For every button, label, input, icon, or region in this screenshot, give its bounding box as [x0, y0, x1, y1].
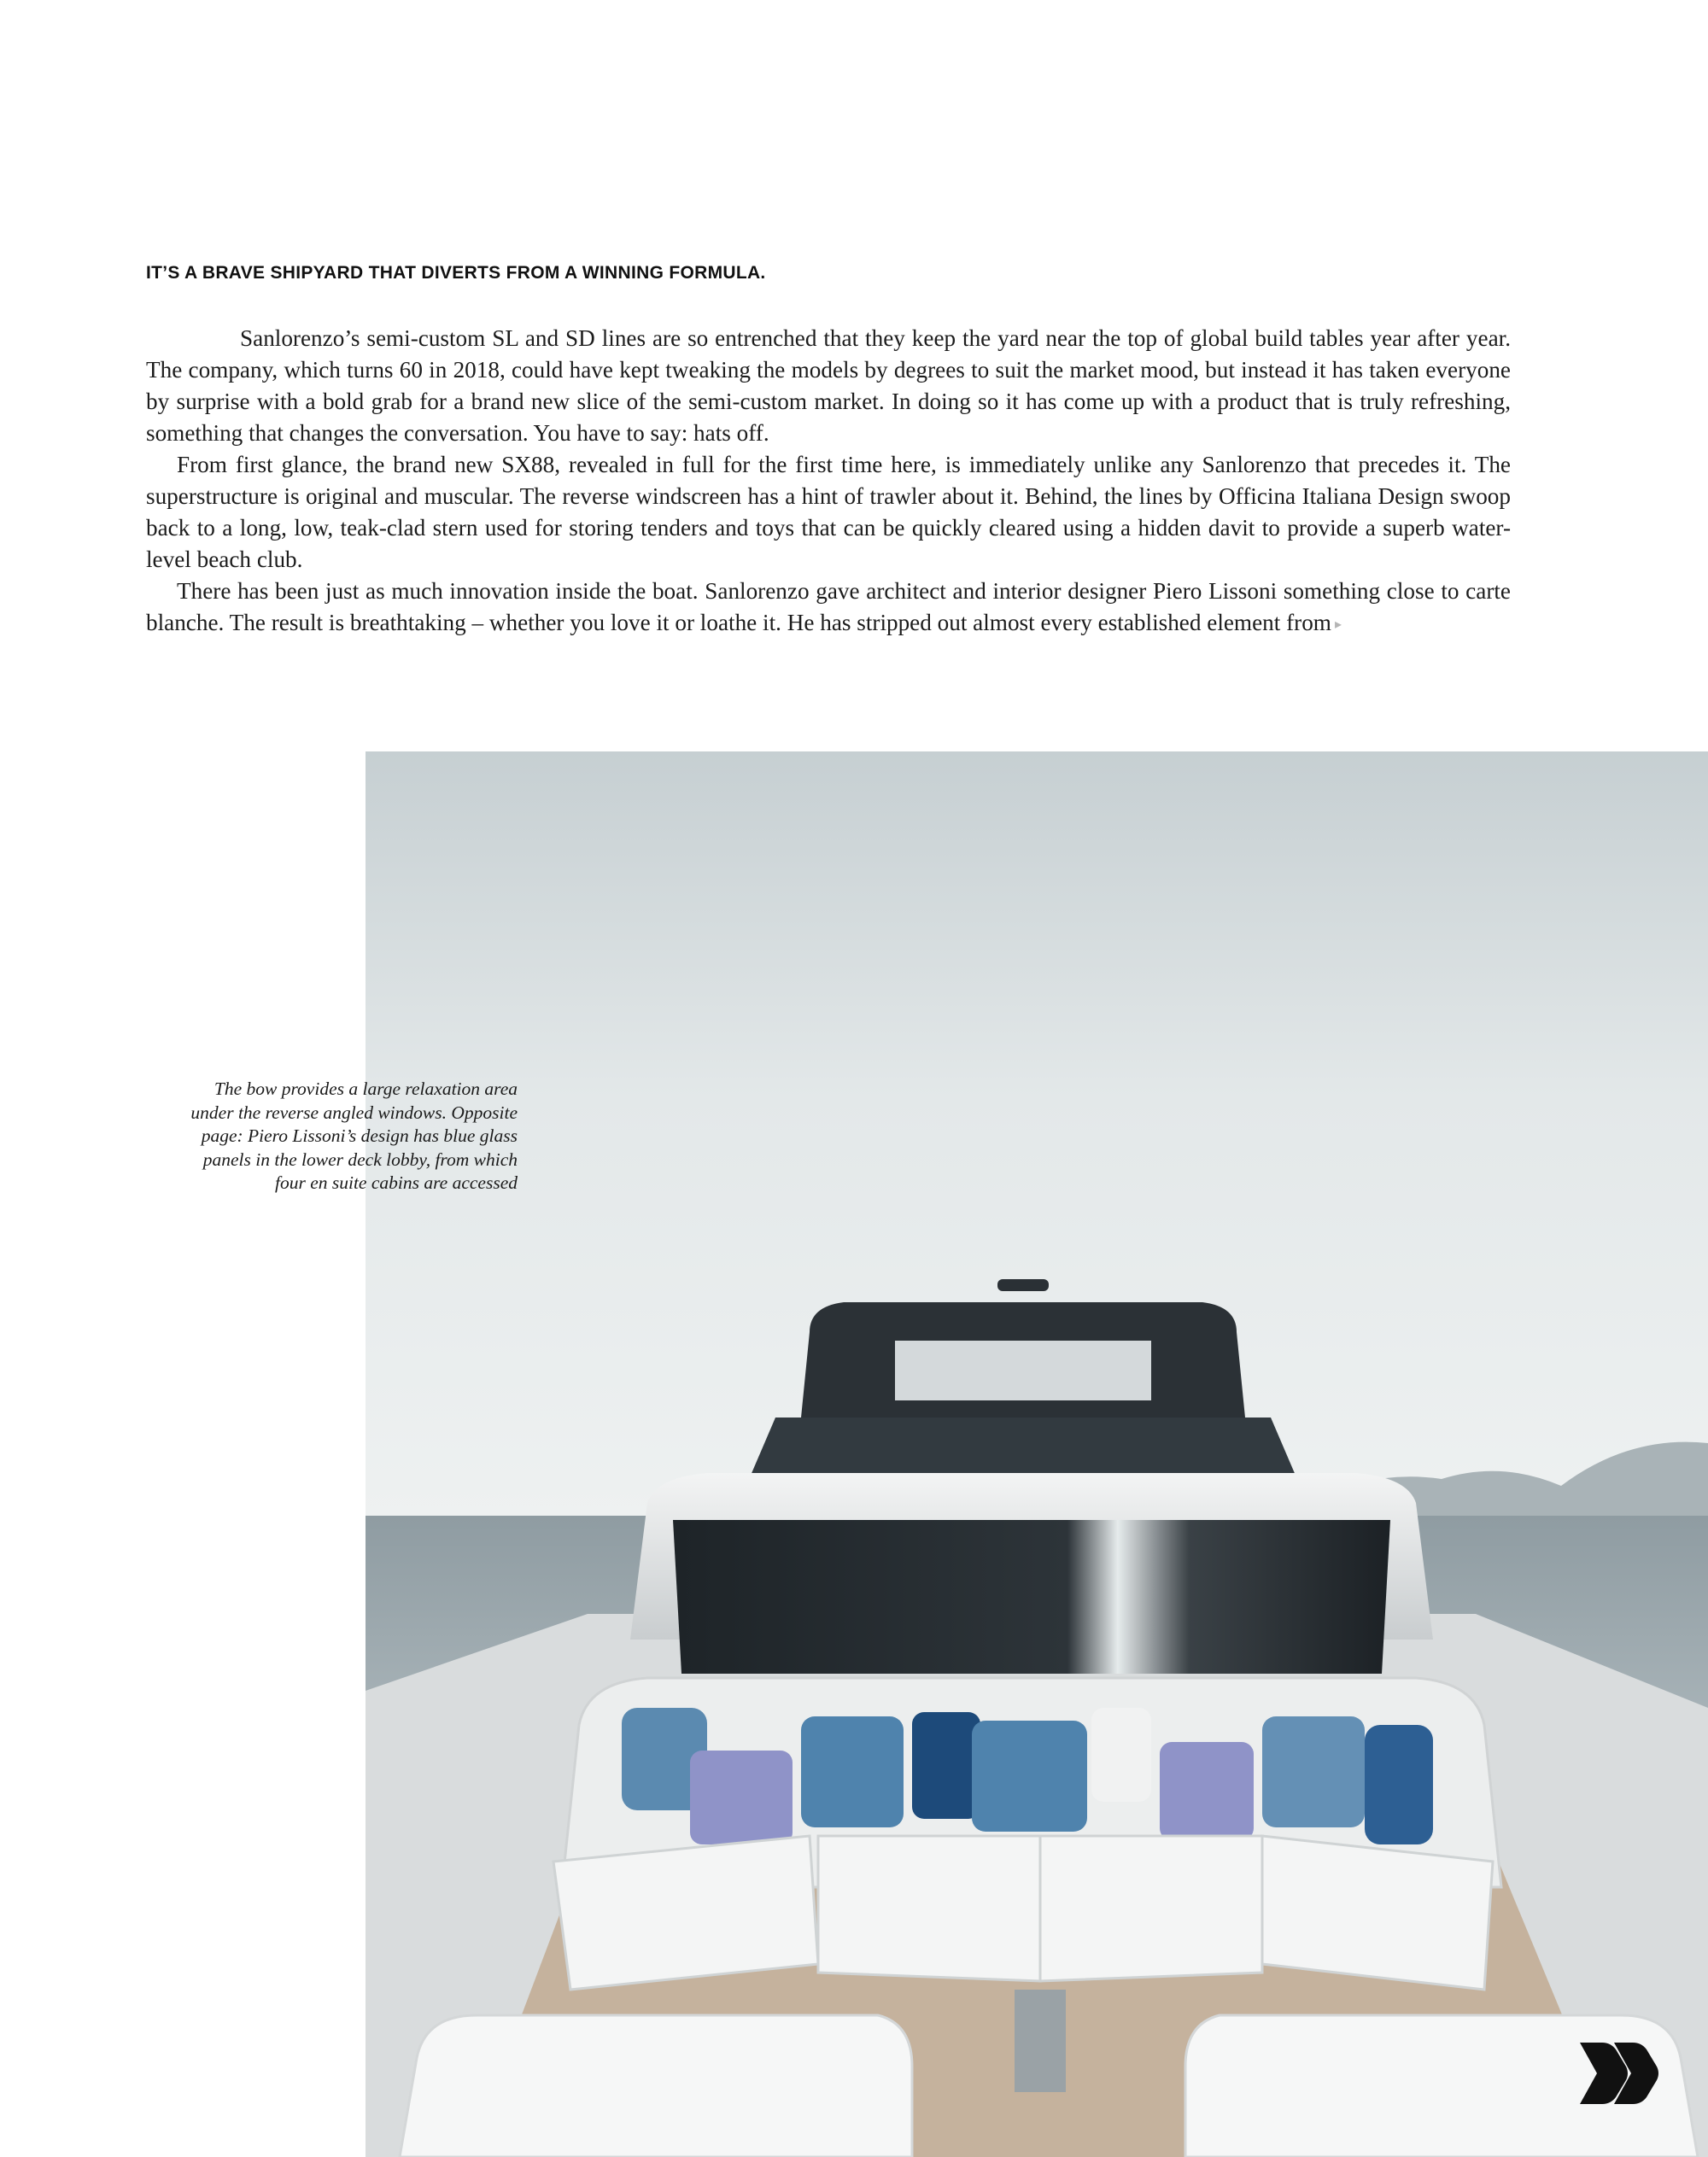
caption-line: under the reverse angled windows. Opposite — [190, 1102, 518, 1123]
cushion — [801, 1716, 904, 1827]
cushion — [1365, 1725, 1433, 1844]
reverse-windscreen — [673, 1520, 1390, 1674]
flybridge-windscreen — [750, 1418, 1296, 1477]
seat-cushions — [553, 1836, 1493, 1990]
paragraph-1: Sanlorenzo’s semi-custom SL and SD lines are so entrenched that they keep the yard near the top of global build tables year after year. The company, which turns 60 in 2018, could have kept tweaking the models by degrees to suit the market mood, but instead it has taken everyone by surprise with a bold grab for a brand new slice of the semi-custom market. In doing so it has come up with a product that is truly refreshing, something that changes the conversation. You have to say: hats off. — [146, 325, 1511, 446]
cushion — [690, 1751, 793, 1844]
radar-mast — [997, 1279, 1049, 1291]
double-chevron-right-icon[interactable] — [1576, 2039, 1662, 2107]
caption-line: four en suite cabins are accessed — [274, 1172, 518, 1193]
cushion — [1091, 1708, 1151, 1802]
cushion — [1160, 1742, 1254, 1840]
paragraph-3 — [146, 576, 1511, 640]
flybridge-hatch — [895, 1341, 1151, 1400]
photo-caption — [128, 1078, 518, 1195]
article-headline: IT’S A BRAVE SHIPYARD THAT DIVERTS FROM A WINNING FORMULA. — [146, 263, 766, 283]
yacht-bow-photo — [366, 751, 1708, 2157]
cushion — [912, 1712, 980, 1819]
continue-arrow-icon: ▸ — [1334, 617, 1342, 632]
caption-line: page: Piero Lissoni’s design has blue glass — [201, 1125, 518, 1146]
paragraph-2: From first glance, the brand new SX88, revealed in full for the first time here, is immediately unlike any Sanlorenzo that precedes it. The superstructure is original and muscular. The reverse windscreen has a hint of trawler about it. Behind, the lines by Officina Italiana Design swoop back to a long, low, teak-clad stern used for storing tenders and toys that can be quickly cleared using a hidden davit to provide a superb water-level beach club. — [146, 452, 1511, 572]
caption-line: panels in the lower deck lobby, from which — [202, 1149, 518, 1170]
table-pedestal — [1015, 1990, 1066, 2092]
cushion — [1262, 1716, 1365, 1827]
caption-line: The bow provides a large relaxation area — [214, 1078, 518, 1099]
paragraph-3-text: There has been just as much innovation inside the boat. Sanlorenzo gave architect and interior designer Piero Lissoni something close to carte blanche. The result is breathtaking – whether you love it or loathe it. He has stripped out almost every established element from — [146, 578, 1511, 635]
cushion — [972, 1721, 1087, 1832]
article-body — [146, 323, 1511, 640]
sunpad-left — [400, 2015, 912, 2157]
